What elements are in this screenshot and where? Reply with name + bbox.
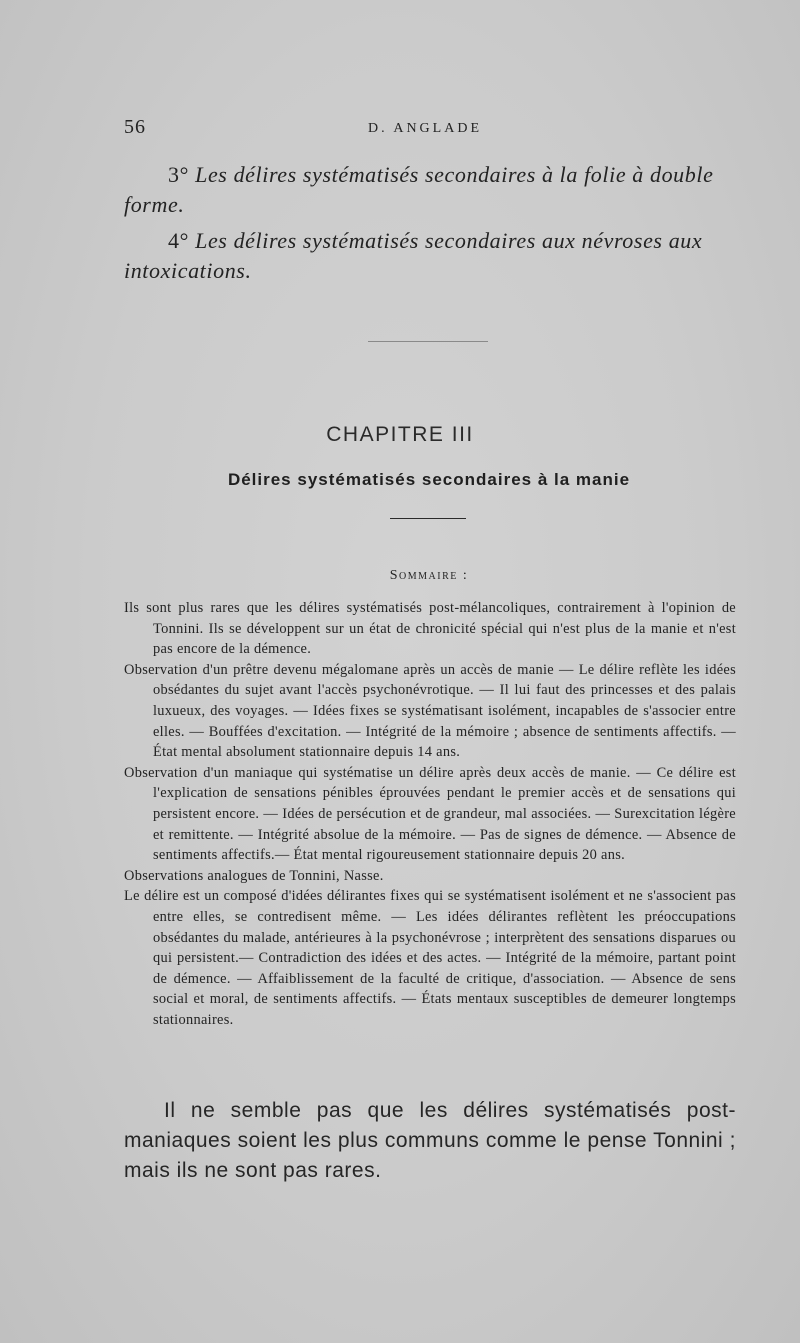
summary-paragraph: Ils sont plus rares que les délires systématisés post-mélancoliques, contrairement à l'opinion de Tonnini. Ils se développent sur un état de chronicité spécial qui n'est plus de la manie et n'est pas encore de la démence. <box>124 600 736 658</box>
summary-paragraph: Observation d'un maniaque qui systématise un délire après deux accès de manie. — Ce délire est l'explication de sensations pénibles éprouvées pendant le premier accès et de sensations qui persistent encore. — Idées de persécution et de grandeur, mal associées. — Surexcitation légère et remittente. — Intégrité absolue de la mémoire. — Pas de signes de démence. — Absence de sentiments affectifs.— État mental rigoureusement stationnaire depuis 20 ans. <box>124 764 736 864</box>
list-item-text: Les délires systématisés secondaires à la folie à double forme. <box>124 162 714 217</box>
summary-paragraph: Observation d'un prêtre devenu mégalomane après un accès de manie — Le délire reflète les idées obsédantes du sujet avant l'accès psychonévrotique. — Il lui faut des princesses et des palais luxueux, des voyages. — Idées fixes se systématisant isolément, incapables de s'associer entre elles. — Bouffées d'excitation. — Intégrité de la mémoire ; absence de sentiments affectifs. — État mental absolument stationnaire depuis 14 ans. <box>124 661 736 761</box>
page-number: 56 <box>124 116 146 138</box>
list-item-number: 4° <box>168 228 189 253</box>
list-item-number: 3° <box>168 162 189 187</box>
list-item-text: Les délires systématisés secondaires aux névroses aux intoxications. <box>124 228 703 283</box>
running-title: D. ANGLADE <box>368 121 482 136</box>
summary <box>124 598 736 1030</box>
closing-paragraph: Il ne semble pas que les délires systématisés post-maniaques soient les plus communs comme le pense Tonnini ; mais ils ne sont pas rares. <box>124 1099 736 1182</box>
list-item-4 <box>124 226 736 286</box>
chapter-subtitle: Délires systématisés secondaires à la manie <box>227 470 631 489</box>
summary-paragraph: Observations analogues de Tonnini, Nasse. <box>124 867 384 884</box>
chapter-divider <box>390 518 466 519</box>
running-head <box>124 116 684 142</box>
summary-paragraph: Le délire est un composé d'idées délirantes fixes qui se systématisent isolément et ne s'associent pas entre elles, se contredisent même. — Les idées délirantes reflètent les préoccupations obsédantes du malade, antérieures à la psychonévrose ; interprètent des sensations disparues ou qui persistent.— Contradiction des idées et des actes. — Intégrité de la mémoire, partant point de démence. — Affaiblissement de la faculté de critique, d'association. — Absence de sens social et moral, de sentiments affectifs. — États mentaux susceptibles de demeurer longtemps stationnaires. <box>124 888 736 1028</box>
list-item-3 <box>124 160 736 220</box>
chapter-heading: CHAPITRE III <box>326 423 474 446</box>
summary-label: Sommaire : <box>389 568 469 583</box>
section-divider <box>368 341 488 342</box>
